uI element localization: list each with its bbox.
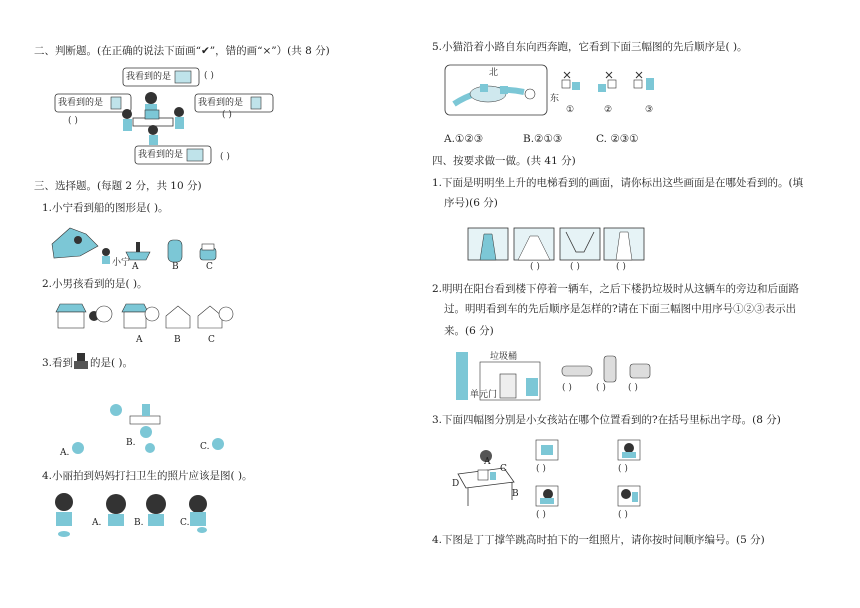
problem-2-line2: 过。明明看到车的先后顺序是怎样的?请在下面三幅图中用序号①②③表示出 bbox=[444, 303, 797, 315]
pos-A: A bbox=[484, 457, 491, 467]
q5-opt-a[interactable]: A.①②③ bbox=[444, 133, 484, 145]
bubble-bottom-label: 我看到的是 bbox=[138, 150, 184, 160]
problem-4: 4.下图是丁丁撑竿跳高时拍下的一组照片，请你按时间顺序编号。(5 分) bbox=[432, 534, 765, 546]
q5-views bbox=[562, 68, 662, 108]
p1-answer-2[interactable]: ( ) bbox=[570, 262, 580, 272]
p1-answer-3[interactable]: ( ) bbox=[616, 262, 626, 272]
p3-answer-1[interactable]: ( ) bbox=[536, 464, 546, 474]
q3-opt-b[interactable]: B. bbox=[126, 438, 136, 448]
label-unit-door: 单元门 bbox=[470, 390, 498, 400]
judge-mark-left[interactable]: ( ) bbox=[68, 116, 78, 126]
p3-answer-3[interactable]: ( ) bbox=[536, 510, 546, 520]
bubble-left-label: 我看到的是 bbox=[58, 98, 104, 108]
p3-views bbox=[536, 440, 646, 516]
section-4-title: 四、按要求做一做。(共 41 分) bbox=[432, 155, 576, 167]
judge-mark-right[interactable]: ( ) bbox=[222, 110, 232, 120]
q1-opt-a[interactable]: A bbox=[132, 262, 139, 272]
question-2: 2.小男孩看到的是( )。 bbox=[42, 278, 148, 290]
map-north-label: 北 bbox=[489, 68, 499, 78]
q2-opt-a[interactable]: A bbox=[136, 335, 143, 345]
q3-inline-icon bbox=[74, 353, 88, 373]
problem-3: 3.下面四幅图分别是小女孩站在哪个位置看到的?在括号里标出字母。(8 分) bbox=[432, 414, 781, 426]
question-4: 4.小丽拍到妈妈打扫卫生的照片应该是图( )。 bbox=[42, 470, 253, 482]
p2-answer-3[interactable]: ( ) bbox=[628, 383, 638, 393]
problem-1-line2: 序号)(6 分) bbox=[444, 197, 498, 209]
judge-mark-top[interactable]: ( ) bbox=[204, 71, 214, 81]
q5-opt-c[interactable]: C. ②③① bbox=[596, 133, 639, 145]
p1-answer-1[interactable]: ( ) bbox=[530, 262, 540, 272]
problem-2-line1: 2.明明在阳台看到楼下停着一辆车，之后下楼扔垃圾时从这辆车的旁边和后面路 bbox=[432, 283, 800, 295]
q5-opt-b[interactable]: B.②①③ bbox=[523, 133, 563, 145]
question-3-pre: 3.看到 bbox=[42, 357, 74, 369]
map-east-label: 东 bbox=[550, 94, 560, 104]
q1-opt-b[interactable]: B bbox=[172, 262, 179, 272]
problem-2-line3: 来。(6 分) bbox=[444, 325, 494, 337]
p2-answer-1[interactable]: ( ) bbox=[562, 383, 572, 393]
q1-figure bbox=[50, 222, 230, 274]
question-3-post: 的是( )。 bbox=[90, 357, 134, 369]
q4-opt-b[interactable]: B. bbox=[134, 518, 144, 528]
q2-opt-c[interactable]: C bbox=[208, 335, 215, 345]
bubble-top-label: 我看到的是 bbox=[126, 72, 172, 82]
label-trash-bin: 垃圾桶 bbox=[490, 352, 518, 362]
q1-opt-c[interactable]: C bbox=[206, 262, 213, 272]
question-1: 1.小宁看到船的图形是( )。 bbox=[42, 202, 169, 214]
q4-opt-c[interactable]: C. bbox=[180, 518, 190, 528]
section-3-title: 三、选择题。(每题 2 分，共 10 分) bbox=[34, 180, 202, 192]
q1-caption: 小宁 bbox=[112, 258, 131, 268]
question-5: 5.小猫沿着小路自东向西奔跑，它看到下面三幅图的先后顺序是( )。 bbox=[432, 41, 748, 53]
view-2-label: ② bbox=[604, 105, 613, 115]
bubble-right-label: 我看到的是 bbox=[198, 98, 244, 108]
p3-answer-2[interactable]: ( ) bbox=[618, 464, 628, 474]
pos-C: C bbox=[500, 464, 507, 474]
p1-escalator-views bbox=[468, 228, 644, 266]
section-2-title: 二、判断题。(在正确的说法下面画“✔”，错的画“×”）(共 8 分) bbox=[34, 45, 330, 57]
view-3-label: ③ bbox=[645, 105, 654, 115]
q3-opt-c[interactable]: C. bbox=[200, 442, 210, 452]
q3-opt-a[interactable]: A. bbox=[60, 448, 70, 458]
q2-opt-b[interactable]: B bbox=[174, 335, 181, 345]
q2-figure bbox=[54, 302, 234, 336]
view-1-label: ① bbox=[566, 105, 575, 115]
p3-answer-4[interactable]: ( ) bbox=[618, 510, 628, 520]
pos-B: B bbox=[512, 489, 519, 499]
q4-opt-a[interactable]: A. bbox=[92, 518, 102, 528]
judge-mark-bottom[interactable]: ( ) bbox=[220, 152, 230, 162]
p2-answer-2[interactable]: ( ) bbox=[596, 383, 606, 393]
pos-D: D bbox=[452, 479, 460, 489]
problem-1-line1: 1.下面是明明坐上升的电梯看到的画面，请你标出这些画面是在哪处看到的。(填 bbox=[432, 177, 804, 189]
